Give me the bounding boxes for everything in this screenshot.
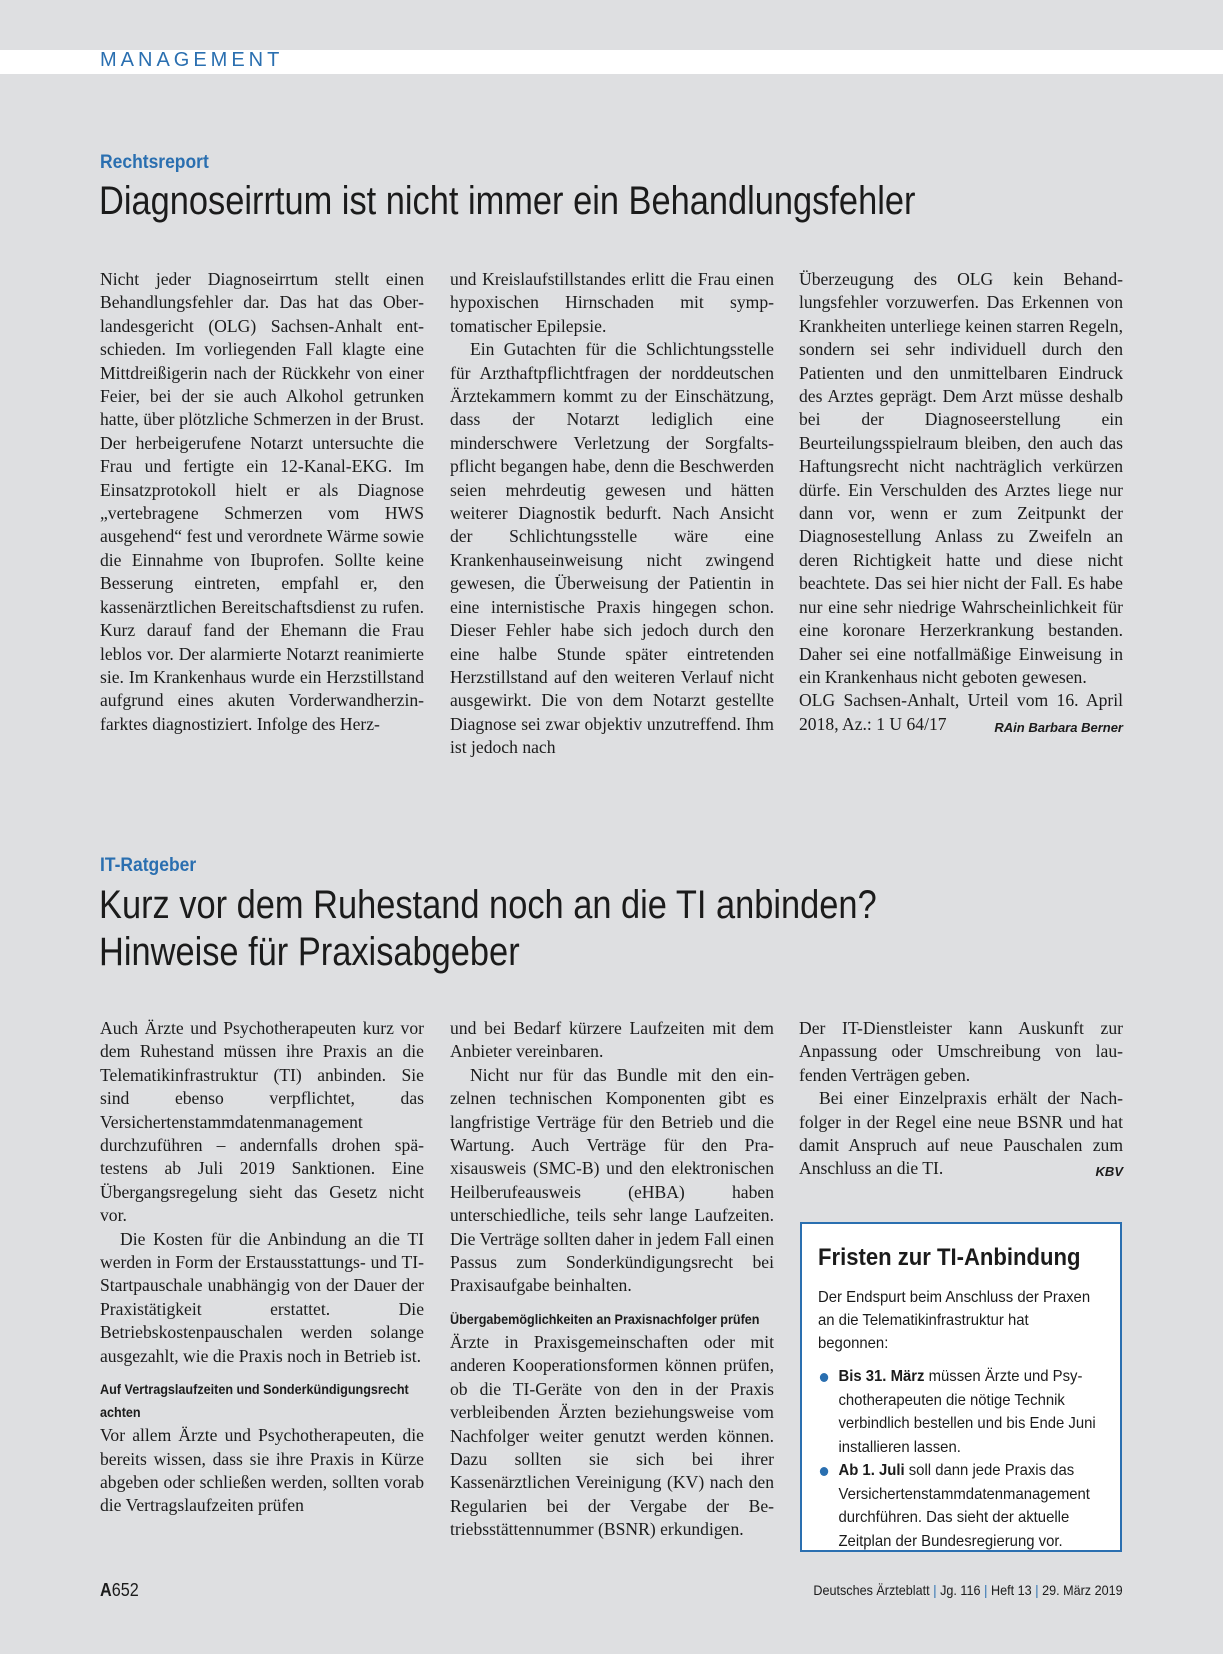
bullet-icon bbox=[820, 1467, 828, 1476]
journal-info bbox=[814, 1582, 1123, 1598]
paragraph: Vor allem Ärzte und Psychotherapeuten, die bereits wissen, dass sie ihre Praxis in Kürze abgeben oder schließen werden, sollten vorab die Vertragslaufzeiten prüfen bbox=[100, 1425, 424, 1516]
bullet-icon bbox=[820, 1373, 828, 1382]
info-box-list bbox=[818, 1365, 1104, 1553]
paragraph: Nicht jeder Diagnoseirrtum stellt einen Behandlungsfehler dar. Das hat das Oberlandesgericht (OLG) Sachsen-Anhalt entschieden. Im vorliegenden Fall klagte eine Mittdreißigerin nach der Rückkehr von einer Feier, bei der sie auch Alkohol getrunken hatte, über plötzliche Schmerzen in der Brust. Der herbeigerufene Notarzt untersuchte die Frau und fertigte ein 12-Kanal-EKG. Im Einsatzprotokoll hielt er als Diagnose „vertebragene Schmerzen vom HWS ausgehend“ fest und verordnete Wärme sowie die Einnahme von Ibuprofen. Sollte keine Besserung eintreten, empfahl er, den kassenärztlichen Bereitschaftsdienst zu rufen. Kurz darauf fand der Ehemann die Frau leblos vor. Der alarmierte Notarzt reanimierte sie. Im Krankenhaus wurde ein Herzstillstand aufgrund eines akuten Vorderwandherzinfarktes diagnostiziert. Infolge des Herz- bbox=[100, 269, 424, 734]
article1-column-1 bbox=[100, 268, 424, 736]
article1-column-2 bbox=[450, 268, 774, 760]
journal-issue: Heft 13 bbox=[991, 1582, 1032, 1598]
journal-date: 29. März 2019 bbox=[1042, 1582, 1123, 1598]
article1-kicker: Rechtsreport bbox=[100, 152, 209, 173]
info-box-intro: Der Endspurt beim Anschluss der Praxen an die Telematikinfrastruktur hat begonnen: bbox=[818, 1289, 1091, 1352]
paragraph: Bei einer Einzelpraxis erhält der Nachfolger in der Regel eine neue BSNR und hat damit Anspruch auf neue Pauschalen zum Anschluss an die TI. KBV bbox=[799, 1087, 1123, 1181]
article2-kicker: IT-Ratgeber bbox=[100, 855, 197, 876]
separator: | bbox=[984, 1582, 988, 1598]
section-label: MANAGEMENT bbox=[100, 49, 284, 71]
citation: OLG Sachsen-Anhalt, Urteil vom 16. April 2018, Az.: 1 U 64/17 RAin Barbara Berner bbox=[799, 689, 1123, 736]
paragraph: Auch Ärzte und Psychotherapeuten kurz vor dem Ruhestand müssen ihre Praxis an die Telematikinfrastruktur (TI) anbinden. Sie sind ebenso verpflichtet, das Versichertenstammdatenmanagement durchzuführen – andernfalls drohen spätestens ab Juli 2019 Sanktionen. Eine Übergangsregelung sieht das Gesetz nicht vor. bbox=[100, 1018, 424, 1226]
article1-column-3 bbox=[799, 268, 1123, 739]
paragraph: und Kreislaufstillstandes erlitt die Frau einen hypoxischen Hirnschaden mit symptomatischer Epilepsie. bbox=[450, 269, 774, 336]
info-box bbox=[800, 1222, 1122, 1552]
paragraph: und bei Bedarf kürzere Laufzeiten mit dem Anbieter vereinbaren. bbox=[450, 1018, 774, 1062]
headline-line-1: Kurz vor dem Ruhestand noch an die TI anbinden? bbox=[99, 883, 877, 927]
article2-column-2 bbox=[450, 1017, 774, 1542]
top-margin bbox=[0, 0, 1223, 50]
info-box-title: Fristen zur TI-Anbindung bbox=[818, 1244, 1081, 1271]
author-byline: RAin Barbara Berner bbox=[994, 719, 1123, 735]
article2-column-1 bbox=[100, 1017, 424, 1518]
article2-headline bbox=[99, 882, 877, 976]
paragraph: Nicht nur für das Bundle mit den einzelnen technischen Komponenten gibt es langfristige Verträge für den Betrieb und die Wartung. Auch Verträge für den Praxisausweis (SMC-B) und den elektronischen Heilberufeausweis (eHBA) haben unterschiedliche, teils sehr lange Laufzeiten. Die Verträge sollten daher in jedem Fall einen Passus zum Sonderkündigungsrecht bei Praxisaufgabe beinhalten. bbox=[450, 1064, 774, 1296]
author-byline: KBV bbox=[1095, 1164, 1123, 1180]
paragraph: Ein Gutachten für die Schlichtungsstelle für Arzthaftpflichtfragen der norddeutschen Ärztekammern kommt zu der Einschätzung, dass der Notarzt lediglich eine minderschwere Verletzung der Sorgfaltspflicht begangen habe, denn die Beschwerden seien mehrdeutig gewesen und hätten weiterer Diagnostik bedurft. Nach Ansicht der Schlichtungsstelle wäre eine Krankenhauseinweisung nicht zwingend gewesen, die Überweisung der Patientin in eine internistische Praxis hingegen schon. Dieser Fehler habe sich jedoch durch den eine halbe Stunde später eintretenden Herzstillstand auf den weiteren Verlauf nicht ausgewirkt. Die von dem Notarzt gestellte Diagnose sei zwar objektiv unzutreffend. Ihm ist jedoch nach bbox=[450, 339, 774, 758]
article2-column-3 bbox=[799, 1017, 1123, 1184]
journal-volume: Jg. 116 bbox=[940, 1582, 981, 1598]
subheading: Auf Vertragslaufzeiten und Sonderkündigungsrecht achten bbox=[100, 1381, 409, 1421]
list-item: Bis 31. März müssen Ärzte und Psychotherapeuten die nötige Technik verbindlich bestellen und bis Ende Juni installieren lassen. bbox=[818, 1365, 1120, 1459]
paragraph: Die Kosten für die Anbindung an die TI werden in Form der Erstausstattungs- und TI-Startpauschale unabhängig von der Dauer der Praxistätigkeit erstattet. Die Betriebskostenpauschalen werden solange ausgezahlt, wie die Praxis noch in Betrieb ist. bbox=[100, 1228, 424, 1366]
article1-headline: Diagnoseirrtum ist nicht immer ein Behandlungsfehler bbox=[99, 179, 916, 223]
page-number: A652 bbox=[100, 1580, 139, 1600]
list-item: Ab 1. Juli soll dann jede Praxis das Versichertenstammdatenmanagement durchführen. Das sieht der aktuelle Zeitplan der Bundesregierung vor. bbox=[818, 1459, 1120, 1553]
journal-name: Deutsches Ärzteblatt bbox=[813, 1582, 930, 1598]
paragraph: Ärzte in Praxisgemeinschaften oder mit anderen Kooperationsformen können prüfen, ob die TI-Geräte von den in der Praxis verbleibenden Ärzten beziehungsweise vom Nachfolger weiter genutzt werden können. Dazu sollten sie sich bei ihrer Kassenärztlichen Vereinigung (KV) nach den Regularien bei der Vergabe der Betriebsstättennummer (BSNR) erkundigen. bbox=[450, 1331, 774, 1540]
headline-line-2: Hinweise für Praxisabgeber bbox=[99, 930, 520, 974]
paragraph: Der IT-Dienstleister kann Auskunft zur Anpassung oder Umschreibung von laufenden Verträgen geben. bbox=[799, 1018, 1123, 1085]
separator: | bbox=[933, 1582, 937, 1598]
separator: | bbox=[1035, 1582, 1039, 1598]
subheading: Übergabemöglichkeiten an Praxisnachfolger prüfen bbox=[450, 1310, 760, 1327]
paragraph: Überzeugung des OLG kein Behandlungsfehler vorzuwerfen. Das Erkennen von Krankheiten unterliege keinen starren Regeln, sondern sei sehr individuell durch den Patienten und den unmittelbaren Eindruck des Arztes geprägt. Dem Arzt müsse deshalb bei der Diagnoseerstellung ein Beurteilungsspielraum bleiben, den auch das Haftungsrecht nicht nachträglich verkürzen dürfe. Ein Verschulden des Arztes liege nur dann vor, wenn er zum Zeitpunkt der Diagnosestellung Anlass zu Zweifeln an deren Richtigkeit hatte und diese nicht beachtete. Das sei hier nicht der Fall. Es habe nur eine sehr niedrige Wahrscheinlichkeit für eine koronare Herzerkrankung bestanden. Daher sei eine notfallmäßige Einweisung in ein Krankenhaus nicht geboten gewesen. bbox=[799, 269, 1123, 687]
